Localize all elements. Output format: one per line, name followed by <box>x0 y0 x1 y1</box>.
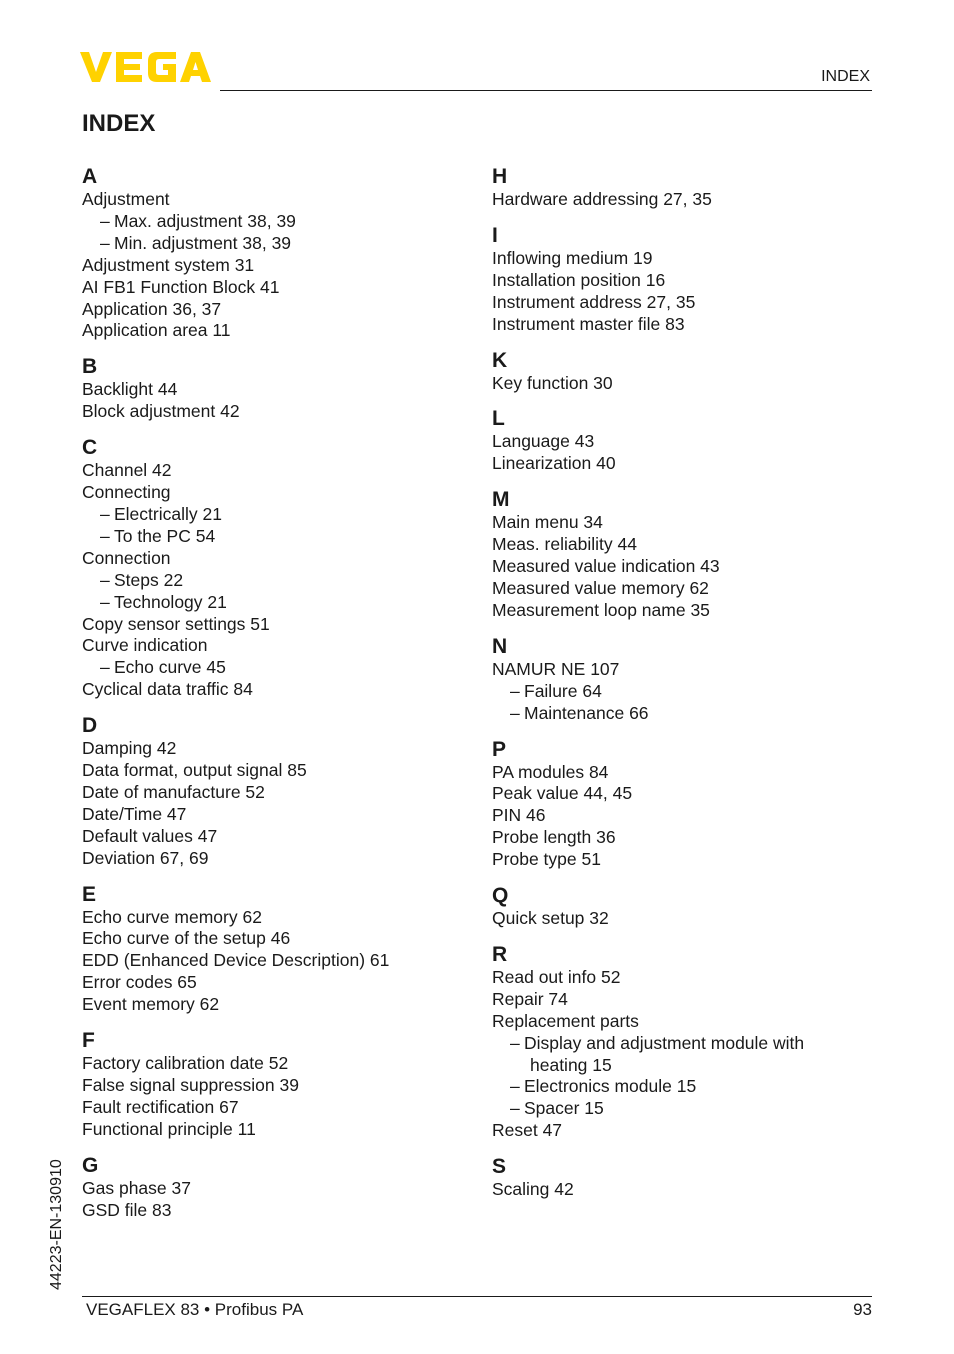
entry-text: GSD file 83 <box>82 1199 172 1220</box>
entry-text: Cyclical data traffic 84 <box>82 679 253 700</box>
dash-marker: – <box>100 525 110 546</box>
entry-text: heating 15 <box>530 1054 612 1075</box>
entry-text: Connection <box>82 547 171 568</box>
index-entry <box>82 738 389 760</box>
index-entry <box>82 760 389 782</box>
index-entry <box>492 967 804 989</box>
entry-text: Hardware addressing 27, 35 <box>492 189 712 209</box>
index-subentry <box>82 657 389 679</box>
dash-marker: – <box>510 680 520 701</box>
entry-text: Quick setup 32 <box>492 908 609 929</box>
index-entry <box>82 548 389 570</box>
index-entry <box>82 401 389 423</box>
entry-text: Language 43 <box>492 431 595 452</box>
index-entry <box>82 950 389 972</box>
entry-text: Error codes 65 <box>82 972 197 993</box>
entry-text: Copy sensor settings 51 <box>82 613 270 634</box>
entry-text: Adjustment <box>82 189 170 209</box>
entry-text: Key function 30 <box>492 372 613 393</box>
entry-text: Backlight 44 <box>82 379 178 400</box>
index-entry <box>492 600 804 622</box>
section-letter: K <box>492 348 508 372</box>
index-column-left <box>82 165 389 1235</box>
index-entry <box>82 1200 389 1222</box>
entry-text: Electronics module 15 <box>524 1076 697 1097</box>
entry-text: Scaling 42 <box>492 1179 574 1200</box>
entry-text: Probe length 36 <box>492 827 616 848</box>
entry-text: Functional principle 11 <box>82 1118 256 1139</box>
dash-marker: – <box>100 591 110 612</box>
dash-marker: – <box>510 702 520 723</box>
section-letter: D <box>82 714 98 738</box>
index-entry <box>82 972 389 994</box>
index-entry <box>492 849 804 871</box>
document-code: 44223-EN-130910 <box>48 1159 65 1290</box>
index-subentry <box>492 681 804 703</box>
index-entry <box>82 782 389 804</box>
index-entry <box>492 578 804 600</box>
entry-text: Probe type 51 <box>492 849 601 870</box>
section-letter: F <box>82 1029 95 1053</box>
index-subentry <box>82 233 389 255</box>
entry-text: NAMUR NE 107 <box>492 658 620 679</box>
entry-text: Replacement parts <box>492 1010 639 1031</box>
index-entry <box>82 482 389 504</box>
index-entry <box>82 320 389 342</box>
entry-text: Display and adjustment module with <box>524 1032 805 1053</box>
entry-text: Peak value 44, 45 <box>492 783 633 804</box>
index-entry <box>82 679 389 701</box>
vega-logo <box>80 50 212 89</box>
entry-text: Linearization 40 <box>492 453 616 474</box>
index-section-r <box>492 943 804 1142</box>
index-entry <box>82 460 389 482</box>
index-entry <box>492 453 804 475</box>
index-entry <box>82 1119 389 1141</box>
index-subentry <box>82 570 389 592</box>
dash-marker: – <box>100 232 110 253</box>
index-section-i <box>492 224 804 336</box>
index-entry <box>82 379 389 401</box>
section-letter: N <box>492 634 508 658</box>
entry-text: Fault rectification 67 <box>82 1096 239 1117</box>
entry-text: PA modules 84 <box>492 761 609 782</box>
entry-text: Echo curve of the setup 46 <box>82 928 291 949</box>
entry-text: Data format, output signal 85 <box>82 760 307 781</box>
entry-text: Meas. reliability 44 <box>492 534 637 555</box>
section-letter: Q <box>492 884 509 908</box>
index-entry <box>492 292 804 314</box>
index-section-s <box>492 1155 804 1201</box>
entry-text: Maintenance 66 <box>524 702 649 723</box>
footer-product: VEGAFLEX 83 • Profibus PA <box>86 1300 304 1319</box>
index-section-e <box>82 883 389 1017</box>
index-section-q <box>492 884 804 930</box>
entry-text: AI FB1 Function Block 41 <box>82 276 280 297</box>
entry-text: Inflowing medium 19 <box>492 247 653 268</box>
index-entry <box>492 989 804 1011</box>
index-entry <box>82 299 389 321</box>
index-section-c <box>82 436 389 701</box>
section-letter: S <box>492 1155 507 1179</box>
entry-text: Date/Time 47 <box>82 803 187 824</box>
entry-text: Channel 42 <box>82 460 172 481</box>
index-subentry <box>492 1033 804 1055</box>
index-entry <box>492 314 804 336</box>
index-section-f <box>82 1029 389 1141</box>
entry-text: PIN 46 <box>492 805 546 826</box>
entry-text: Application area 11 <box>82 320 231 341</box>
index-section-m <box>492 488 804 622</box>
index-entry <box>492 373 804 395</box>
index-entry <box>492 805 804 827</box>
section-letter: G <box>82 1153 99 1177</box>
index-entry <box>492 556 804 578</box>
index-entry <box>492 762 804 784</box>
index-entry <box>82 928 389 950</box>
index-subentry <box>492 703 804 725</box>
entry-text: Main menu 34 <box>492 512 603 533</box>
entry-text: Application 36, 37 <box>82 298 222 319</box>
index-section-g <box>82 1154 389 1222</box>
dash-marker: – <box>100 210 110 231</box>
index-entry <box>492 659 804 681</box>
entry-text: Default values 47 <box>82 825 218 846</box>
index-entry <box>82 1178 389 1200</box>
index-entry <box>492 248 804 270</box>
index-section-k <box>492 349 804 395</box>
index-entry <box>82 804 389 826</box>
index-section-a <box>82 165 389 342</box>
dash-marker: – <box>100 503 110 524</box>
entry-text: Connecting <box>82 482 171 503</box>
index-section-p <box>492 738 804 872</box>
index-entry <box>492 1179 804 1201</box>
section-letter: P <box>492 737 507 761</box>
section-letter: M <box>492 488 510 512</box>
section-letter: R <box>492 942 508 966</box>
entry-text: Gas phase 37 <box>82 1177 191 1198</box>
entry-text: Echo curve memory 62 <box>82 906 262 927</box>
entry-text: Damping 42 <box>82 738 177 759</box>
section-letter: C <box>82 436 98 460</box>
index-subentry <box>82 211 389 233</box>
index-section-d <box>82 714 389 869</box>
section-letter: B <box>82 355 98 379</box>
dash-marker: – <box>100 657 110 678</box>
entry-text: Instrument master file 83 <box>492 313 685 334</box>
entry-text: False signal suppression 39 <box>82 1075 299 1095</box>
page-number: 93 <box>853 1300 872 1319</box>
entry-text: Deviation 67, 69 <box>82 847 209 868</box>
index-entry <box>492 534 804 556</box>
index-section-l <box>492 407 804 475</box>
index-entry <box>82 1053 389 1075</box>
entry-text: Block adjustment 42 <box>82 401 240 422</box>
index-entry <box>82 277 389 299</box>
entry-text: Measured value memory 62 <box>492 577 709 598</box>
entry-text: Instrument address 27, 35 <box>492 291 696 312</box>
entry-text: Echo curve 45 <box>114 657 226 678</box>
index-entry <box>492 1011 804 1033</box>
entry-text: Repair 74 <box>492 988 568 1009</box>
index-entry <box>492 783 804 805</box>
index-subentry <box>492 1055 804 1077</box>
index-entry <box>82 848 389 870</box>
index-entry <box>82 994 389 1016</box>
entry-text: Read out info 52 <box>492 966 621 987</box>
section-letter: E <box>82 882 97 906</box>
entry-text: Reset 47 <box>492 1120 563 1141</box>
entry-text: Measurement loop name 35 <box>492 599 710 620</box>
section-letter: A <box>82 165 98 188</box>
index-entry <box>492 827 804 849</box>
index-entry <box>82 255 389 277</box>
entry-text: Date of manufacture 52 <box>82 781 265 802</box>
entry-text: Failure 64 <box>524 680 602 701</box>
index-entry <box>82 826 389 848</box>
index-entry <box>82 189 389 211</box>
dash-marker: – <box>510 1076 520 1097</box>
entry-text: Spacer 15 <box>524 1098 604 1119</box>
index-entry <box>492 270 804 292</box>
entry-text: Factory calibration date 52 <box>82 1053 289 1074</box>
index-entry <box>492 189 804 211</box>
index-entry <box>82 1075 389 1097</box>
dash-marker: – <box>510 1098 520 1119</box>
index-section-h <box>492 165 804 211</box>
entry-text: Measured value indication 43 <box>492 556 720 577</box>
header-section-label: INDEX <box>821 68 870 85</box>
index-subentry <box>82 504 389 526</box>
page-title: INDEX <box>82 110 156 137</box>
index-subentry <box>82 526 389 548</box>
index-column-right <box>492 165 804 1214</box>
index-entry <box>82 1097 389 1119</box>
index-section-b <box>82 355 389 423</box>
section-letter: L <box>492 407 505 431</box>
index-subentry <box>492 1098 804 1120</box>
index-entry <box>492 908 804 930</box>
entry-text: Event memory 62 <box>82 994 220 1015</box>
footer-rule <box>82 1296 872 1297</box>
entry-text: EDD (Enhanced Device Description) 61 <box>82 950 390 971</box>
entry-text: Steps 22 <box>114 569 184 590</box>
index-section-n <box>492 635 804 725</box>
entry-text: Curve indication <box>82 635 208 656</box>
entry-text: Installation position 16 <box>492 269 666 290</box>
entry-text: Electrically 21 <box>114 503 222 524</box>
header-rule <box>220 90 872 91</box>
entry-text: Adjustment system 31 <box>82 254 255 275</box>
dash-marker: – <box>510 1032 520 1053</box>
section-letter: H <box>492 165 508 188</box>
entry-text: Min. adjustment 38, 39 <box>114 232 292 253</box>
index-subentry <box>82 592 389 614</box>
index-entry <box>82 635 389 657</box>
index-entry <box>82 907 389 929</box>
index-entry <box>492 431 804 453</box>
index-entry <box>82 614 389 636</box>
entry-text: Max. adjustment 38, 39 <box>114 210 296 231</box>
index-entry <box>492 1120 804 1142</box>
dash-marker: – <box>100 569 110 590</box>
index-entry <box>492 512 804 534</box>
entry-text: Technology 21 <box>114 591 227 612</box>
entry-text: To the PC 54 <box>114 525 216 546</box>
index-subentry <box>492 1076 804 1098</box>
section-letter: I <box>492 223 498 247</box>
